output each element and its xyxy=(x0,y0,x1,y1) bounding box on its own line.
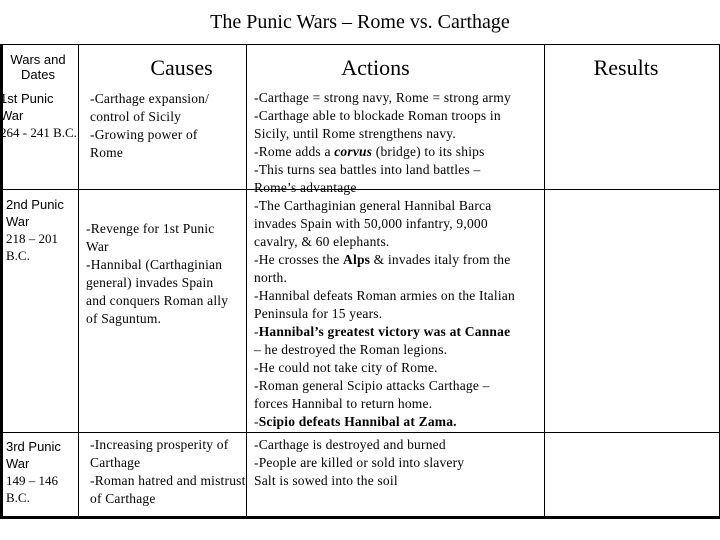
war-2-actions: -The Carthaginian general Hannibal Barca invades Spain with 50,000 infantry, 9,000 cavalry, & 60 elephants. -He crosses the Alps & invades italy from the north. -Hannibal defeats Roman armies on the Italian Peninsula for 15 years. -Hannibal’s greatest victory was at Cannae – he destroyed the Roman legions. -He could not take city of Rome. -Roman general Scipio attacks Carthage – forces Hannibal to return home. -Scipio defeats Hannibal at Zama. xyxy=(254,198,515,429)
war-1-causes: -Carthage expansion/ control of Sicily -Growing power of Rome xyxy=(90,91,210,160)
col-divider-1 xyxy=(78,44,79,519)
table-top-border xyxy=(0,44,720,45)
row-divider-2 xyxy=(0,432,720,433)
col-divider-3 xyxy=(544,44,545,519)
table-bottom-border xyxy=(0,516,720,519)
war-3-actions: -Carthage is destroyed and burned -People are killed or sold into slavery Salt is sowed into the soil xyxy=(254,437,465,488)
war-1-actions: -Carthage = strong navy, Rome = strong army -Carthage able to blockade Roman troops in Sicily, until Rome strengthens navy. -Rome adds a corvus (bridge) to its ships -This turns sea battles into land battles – Rome’s advantage xyxy=(254,90,511,195)
page-title: The Punic Wars – Rome vs. Carthage xyxy=(210,11,510,33)
header-causes: Causes xyxy=(150,55,213,80)
war-1-dates: 264 - 241 B.C. xyxy=(0,125,77,140)
war-3-name: 3rd Punic War xyxy=(6,439,61,471)
war-2-dates: 218 – 201 B.C. xyxy=(6,231,58,263)
war-1-name: 1st Punic War xyxy=(0,91,54,123)
header-wars-dates: Wars and Dates xyxy=(10,52,66,82)
punic-wars-table xyxy=(0,44,720,519)
war-2-causes: -Revenge for 1st Punic War -Hannibal (Carthaginian general) invades Spain and conquers Roman ally of Saguntum. xyxy=(86,221,229,326)
header-actions: Actions xyxy=(341,55,410,80)
header-results: Results xyxy=(593,55,659,80)
war-3-causes: -Increasing prosperity of Carthage -Roman hatred and mistrust of Carthage xyxy=(90,437,246,506)
war-3-dates: 149 – 146 B.C. xyxy=(6,473,58,505)
war-2-name: 2nd Punic War xyxy=(6,197,64,229)
